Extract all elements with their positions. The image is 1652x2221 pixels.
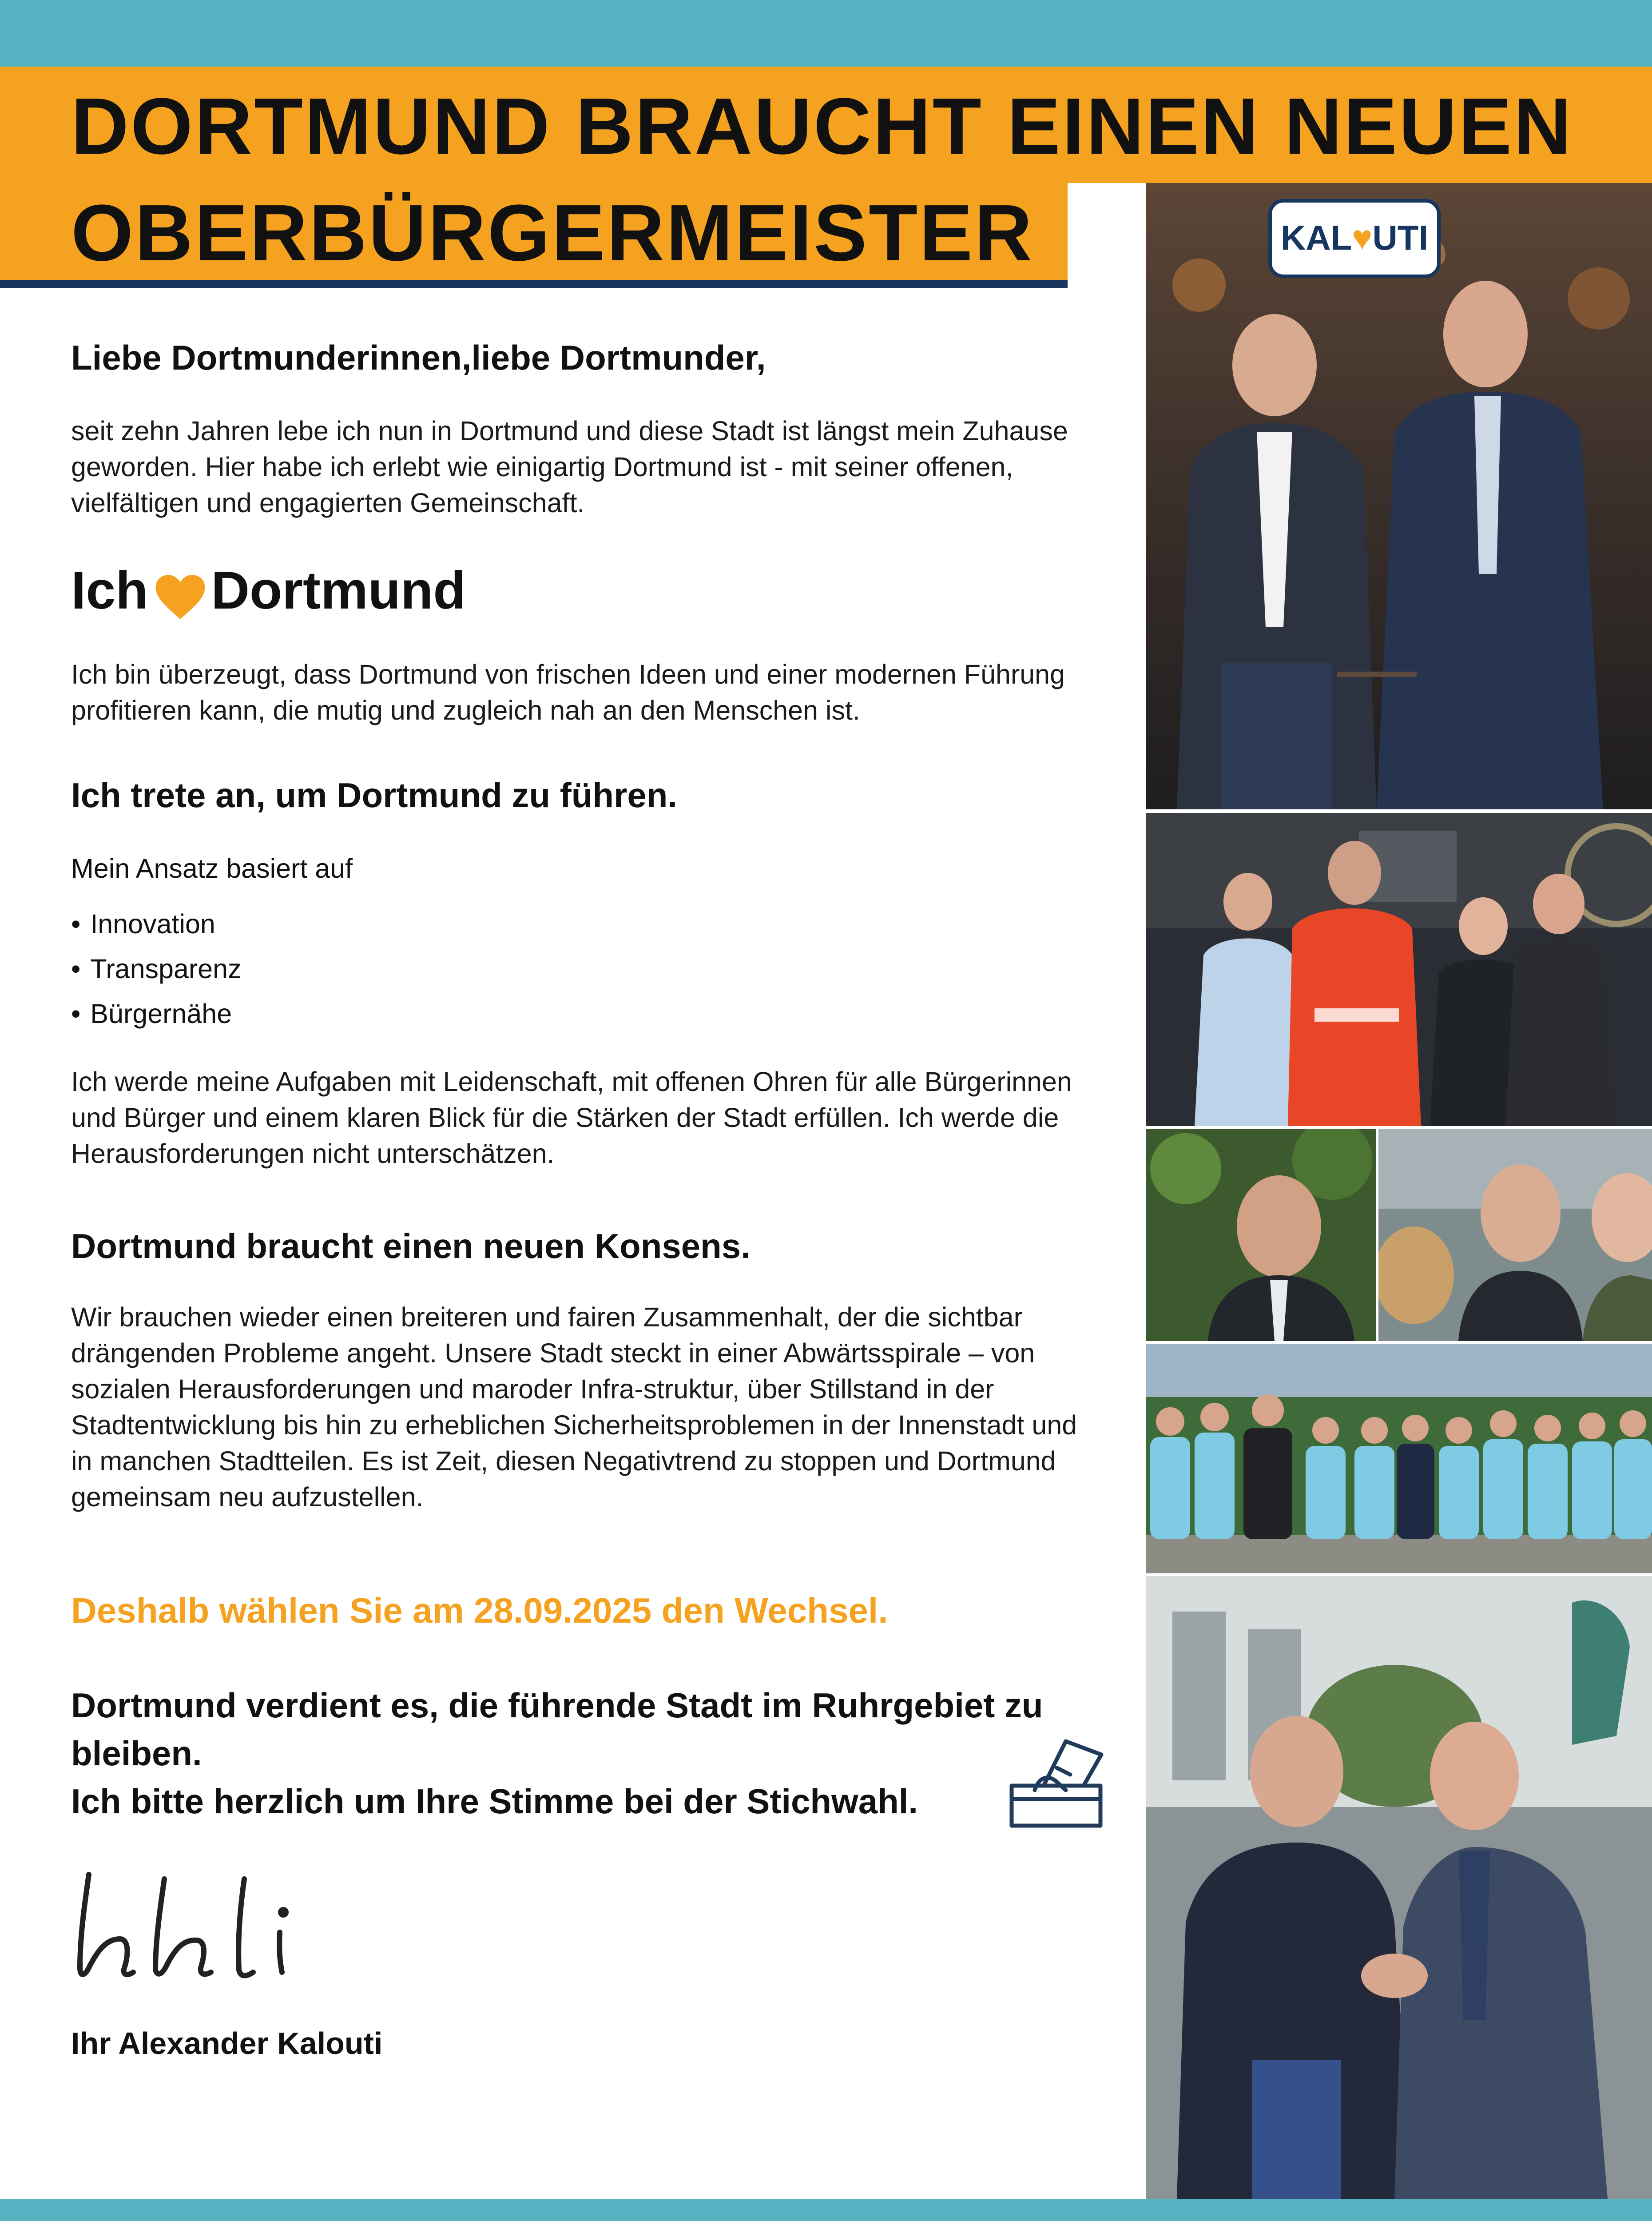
dortmund-text: Dortmund (211, 561, 466, 620)
list-item: • Transparenz (71, 947, 1084, 991)
greeting: Liebe Dortmunderinnen,liebe Dortmunder, (71, 338, 766, 377)
list-item: • Innovation (71, 902, 1084, 947)
konsens-paragraph: Wir brauchen wieder einen breiteren und fairen Zusammenhalt, der die sichtbar drängenden Probleme angeht. Unsere Stadt steckt in einer Abwärtsspirale – von sozialen Herausforderungen und maroder Infra-struktur, über Stillstand in der Stadtentwicklung bis hin zu erheblichen Sicherheitsproblemen in der Innenstadt und in manchen Stadtteilen. Es ist Zeit, diesen Negativtrend zu stoppen und Dortmund gemeinsam neu aufzustellen. (71, 1302, 1077, 1512)
photo-group-workshop (1146, 813, 1652, 1126)
heart-icon (154, 571, 206, 617)
photo-logo-kal: KAL (1280, 218, 1352, 257)
approach-list (71, 902, 1084, 1036)
headline-line-1: DORTMUND BRAUCHT EINEN NEUEN (71, 82, 1573, 171)
signature (71, 1866, 382, 1999)
election-date-callout: Deshalb wählen Sie am 28.09.2025 den Wechsel. (71, 1591, 888, 1630)
commitment-paragraph: Ich werde meine Aufgaben mit Leidenschaft, mit offenen Ohren für alle Bürgerinnen und Bürger und einem klaren Blick für die Stärken der Stadt erfüllen. Ich werde die Herausforderungen nicht unterschätzen. (71, 1067, 1072, 1169)
approach-intro: Mein Ansatz basiert auf (71, 853, 353, 884)
sign-off-name: Ihr Alexander Kalouti (71, 2026, 383, 2061)
photo-portrait-smiling (1146, 1129, 1376, 1341)
ich-liebe-dortmund (71, 560, 1084, 621)
conviction-paragraph: Ich bin überzeugt, dass Dortmund von frischen Ideen und einer modernen Führung profitieren kann, die mutig und zugleich nah an den Menschen ist. (71, 659, 1065, 725)
intro-paragraph: seit zehn Jahren lebe ich nun in Dortmund und diese Stadt ist längst mein Zuhause geworden. Hier habe ich erlebt wie einigartig Dortmund ist - mit seiner offenen, vielfältigen und engagierten Gemeinschaft. (71, 416, 1068, 518)
closing-statement: Dortmund verdient es, die führende Stadt im Ruhrgebiet zu bleiben. (71, 1686, 1043, 1773)
top-band (0, 0, 1652, 67)
headline-line-2: OBERBÜRGERMEISTER (71, 188, 1034, 278)
list-item: • Bürgernähe (71, 991, 1084, 1036)
photo-two-men-event (1146, 183, 1652, 809)
photo-handshake (1146, 1576, 1652, 2199)
photo-team-group (1146, 1344, 1652, 1573)
photo-conversation (1378, 1129, 1652, 1341)
svg-text:KAL♥UTI: KAL♥UTI (1280, 218, 1429, 257)
photo-logo-uti: UTI (1372, 218, 1429, 257)
footer-band (0, 2199, 1652, 2221)
subheading-fuehren: Ich trete an, um Dortmund zu führen. (71, 776, 678, 815)
ballot-box-icon (1004, 1732, 1110, 1830)
ich-text: Ich (71, 561, 148, 620)
subheading-konsens: Dortmund braucht einen neuen Konsens. (71, 1226, 751, 1266)
vote-request: Ich bitte herzlich um Ihre Stimme bei der Stichwahl. (71, 1782, 918, 1821)
